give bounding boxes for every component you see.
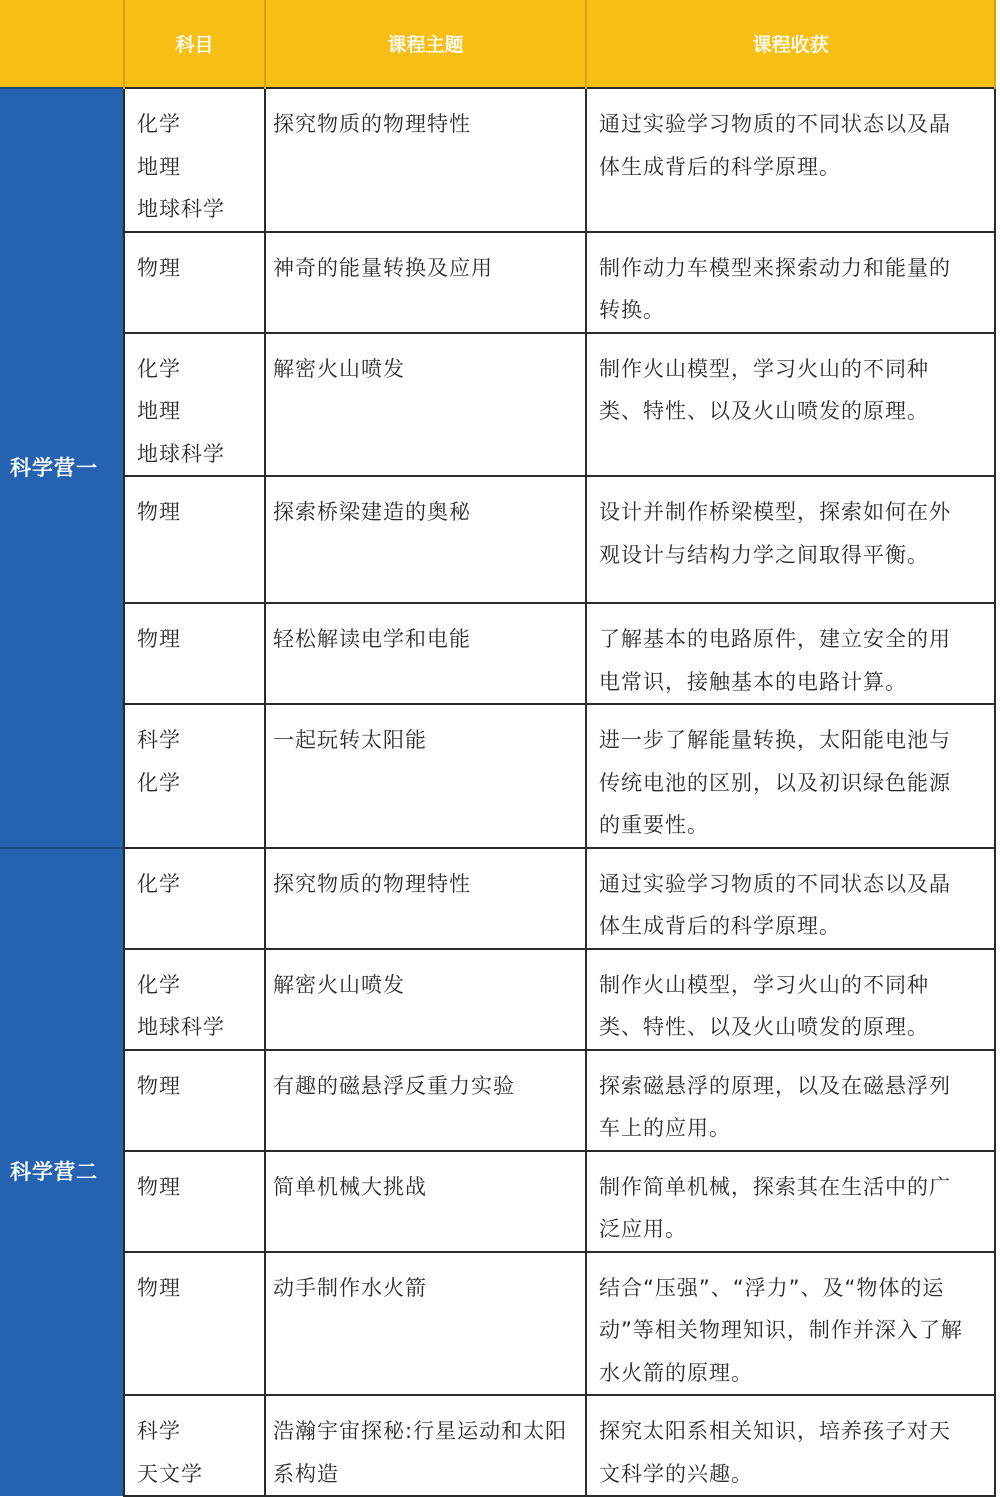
subject-cell bbox=[124, 704, 265, 848]
table-row bbox=[0, 949, 995, 1050]
outcome-cell: 探索磁悬浮的原理，以及在磁悬浮列车上的应用。 bbox=[586, 1050, 995, 1151]
subject-cell bbox=[124, 1252, 265, 1396]
subject-cell bbox=[124, 603, 265, 704]
table-row bbox=[0, 333, 995, 477]
header-topic: 课程主题 bbox=[265, 0, 586, 88]
header-outcome: 课程收获 bbox=[586, 0, 995, 88]
outcome-cell: 探究太阳系相关知识，培养孩子对天文科学的兴趣。 bbox=[586, 1395, 995, 1496]
subject-label: 化学 bbox=[137, 972, 181, 997]
header-subject: 科目 bbox=[124, 0, 265, 88]
outcome-cell: 设计并制作桥梁模型，探索如何在外观设计与结构力学之间取得平衡。 bbox=[586, 476, 995, 603]
outcome-cell: 进一步了解能量转换，太阳能电池与传统电池的区别，以及初识绿色能源的重要性。 bbox=[586, 704, 995, 848]
table-row bbox=[0, 476, 995, 603]
topic-cell: 一起玩转太阳能 bbox=[265, 704, 586, 848]
topic-cell: 探究物质的物理特性 bbox=[265, 88, 586, 232]
outcome-cell: 制作简单机械，探索其在生活中的广泛应用。 bbox=[586, 1151, 995, 1252]
header-row bbox=[0, 0, 995, 88]
header-corner-cell bbox=[0, 0, 124, 88]
outcome-cell: 结合“压强”、“浮力”、及“物体的运动”等相关物理知识，制作并深入了解水火箭的原理。 bbox=[586, 1252, 995, 1396]
outcome-cell: 通过实验学习物质的不同状态以及晶体生成背后的科学原理。 bbox=[586, 848, 995, 949]
subject-label: 化学 bbox=[137, 770, 181, 795]
topic-cell: 神奇的能量转换及应用 bbox=[265, 232, 586, 333]
subject-label: 化学 bbox=[137, 356, 181, 381]
camp-name-cell: 科学营一 bbox=[0, 88, 124, 848]
table-row bbox=[0, 88, 995, 232]
topic-cell: 简单机械大挑战 bbox=[265, 1151, 586, 1252]
subject-cell bbox=[124, 949, 265, 1050]
subject-cell bbox=[124, 333, 265, 477]
topic-cell: 轻松解读电学和电能 bbox=[265, 603, 586, 704]
subject-label: 化学 bbox=[137, 112, 181, 136]
outcome-cell: 制作火山模型，学习火山的不同种类、特性、以及火山喷发的原理。 bbox=[586, 333, 995, 477]
table-row bbox=[0, 1252, 995, 1396]
subject-label: 科学 bbox=[137, 1419, 181, 1443]
subject-label: 地理 bbox=[137, 399, 181, 423]
table-row bbox=[0, 1395, 995, 1496]
table-row bbox=[0, 603, 995, 704]
topic-cell: 探究物质的物理特性 bbox=[265, 848, 586, 949]
table-row bbox=[0, 848, 995, 949]
subject-cell bbox=[124, 232, 265, 333]
subject-label: 地球科学 bbox=[137, 441, 225, 466]
subject-cell bbox=[124, 88, 265, 232]
subject-label: 天文学 bbox=[137, 1461, 203, 1486]
subject-label: 地球科学 bbox=[137, 197, 225, 221]
subject-cell bbox=[124, 476, 265, 603]
topic-cell: 探索桥梁建造的奥秘 bbox=[265, 476, 586, 603]
outcome-cell: 制作火山模型，学习火山的不同种类、特性、以及火山喷发的原理。 bbox=[586, 949, 995, 1050]
topic-cell: 解密火山喷发 bbox=[265, 949, 586, 1050]
subject-label: 物理 bbox=[137, 500, 181, 524]
table-row bbox=[0, 1151, 995, 1252]
subject-label: 科学 bbox=[137, 728, 181, 752]
topic-cell: 浩瀚宇宙探秘:行星运动和太阳系构造 bbox=[265, 1395, 586, 1496]
camp-name-cell: 科学营二 bbox=[0, 848, 124, 1497]
subject-cell bbox=[124, 848, 265, 949]
subject-label: 物理 bbox=[137, 1174, 181, 1199]
subject-label: 化学 bbox=[137, 871, 181, 896]
topic-cell: 动手制作水火箭 bbox=[265, 1252, 586, 1396]
subject-label: 物理 bbox=[137, 255, 181, 280]
subject-cell bbox=[124, 1395, 265, 1496]
outcome-cell: 制作动力车模型来探索动力和能量的转换。 bbox=[586, 232, 995, 333]
topic-cell: 有趣的磁悬浮反重力实验 bbox=[265, 1050, 586, 1151]
table-row bbox=[0, 1050, 995, 1151]
subject-cell bbox=[124, 1050, 265, 1151]
subject-label: 物理 bbox=[137, 627, 181, 651]
subject-label: 物理 bbox=[137, 1073, 181, 1098]
table-row bbox=[0, 232, 995, 333]
subject-label: 地理 bbox=[137, 154, 181, 179]
outcome-cell: 通过实验学习物质的不同状态以及晶体生成背后的科学原理。 bbox=[586, 88, 995, 232]
subject-label: 地球科学 bbox=[137, 1015, 225, 1039]
subject-label: 物理 bbox=[137, 1275, 181, 1300]
table-row bbox=[0, 704, 995, 848]
subject-cell bbox=[124, 1151, 265, 1252]
outcome-cell: 了解基本的电路原件，建立安全的用电常识，接触基本的电路计算。 bbox=[586, 603, 995, 704]
topic-cell: 解密火山喷发 bbox=[265, 333, 586, 477]
